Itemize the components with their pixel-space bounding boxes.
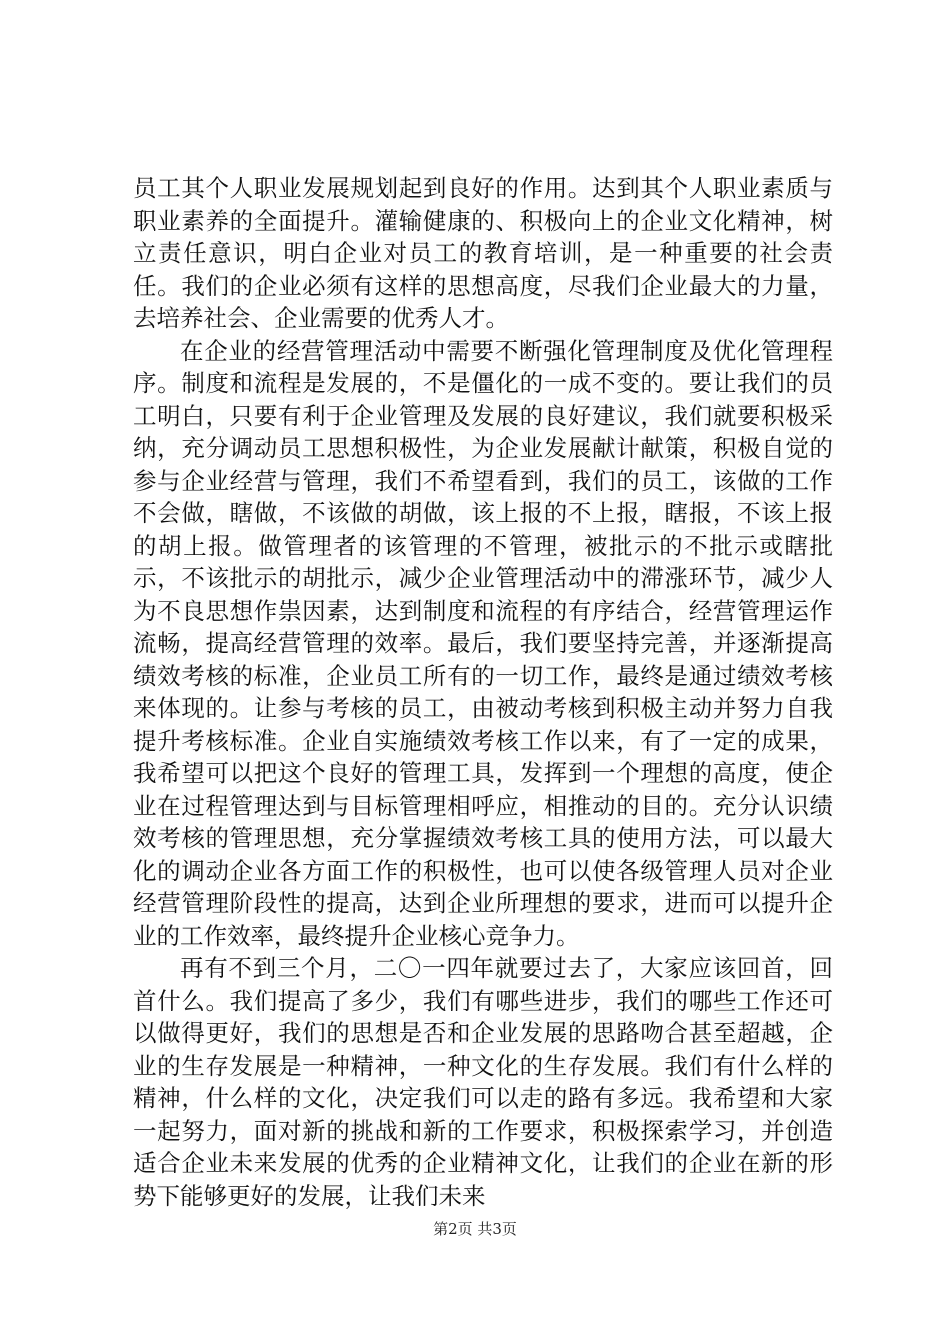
document-body [133,172,833,1212]
paragraph-2: 在企业的经营管理活动中需要不断强化管理制度及优化管理程序。制度和流程是发展的，不是僵化的一成不变的。要让我们的员工明白，只要有利于企业管理及发展的良好建议，我们就要积极采纳，充分调动员工思想积极性，为企业发展献计献策，积极自觉的参与企业经营与管理，我们不希望看到，我们的员工，该做的工作不会做，瞎做，不该做的胡做，该上报的不上报，瞎报，不该上报的胡上报。做管理者的该管理的不管理，被批示的不批示或瞎批示，不该批示的胡批示，减少企业管理活动中的滞涨环节，减少人为不良思想作祟因素，达到制度和流程的有序结合，经营管理运作流畅，提高经营管理的效率。最后，我们要坚持完善，并逐渐提高绩效考核的标准，企业员工所有的一切工作，最终是通过绩效考核来体现的。让参与考核的员工，由被动考核到积极主动并努力自我提升考核标准。企业自实施绩效考核工作以来，有了一定的成果，我希望可以把这个良好的管理工具，发挥到一个理想的高度，使企业在过程管理达到与目标管理相呼应，相推动的目的。充分认识绩效考核的管理思想，充分掌握绩效考核工具的使用方法，可以最大化的调动企业各方面工作的积极性，也可以使各级管理人员对企业经营管理阶段性的提高，达到企业所理想的要求，进而可以提升企业的工作效率，最终提升企业核心竞争力。 [133,336,833,950]
paragraph-1: 员工其个人职业发展规划起到良好的作用。达到其个人职业素质与职业素养的全面提升。灌输健康的、积极向上的企业文化精神，树立责任意识，明白企业对员工的教育培训，是一种重要的社会责任。我们的企业必须有这样的思想高度，尽我们企业最大的力量，去培养社会、企业需要的优秀人才。 [133,174,833,332]
page-footer: 第2页 共3页 [433,1220,517,1238]
paragraph-3: 再有不到三个月，二〇一四年就要过去了，大家应该回首，回首什么。我们提高了多少，我们有哪些进步，我们的哪些工作还可以做得更好，我们的思想是否和企业发展的思路吻合甚至超越，企业的生存发展是一种精神，一种文化的生存发展。我们有什么样的精神，什么样的文化，决定我们可以走的路有多远。我希望和大家一起努力，面对新的挑战和新的工作要求，积极探索学习，并创造适合企业未来发展的优秀的企业精神文化，让我们的企业在新的形势下能够更好的发展，让我们未来 [133,954,833,1210]
